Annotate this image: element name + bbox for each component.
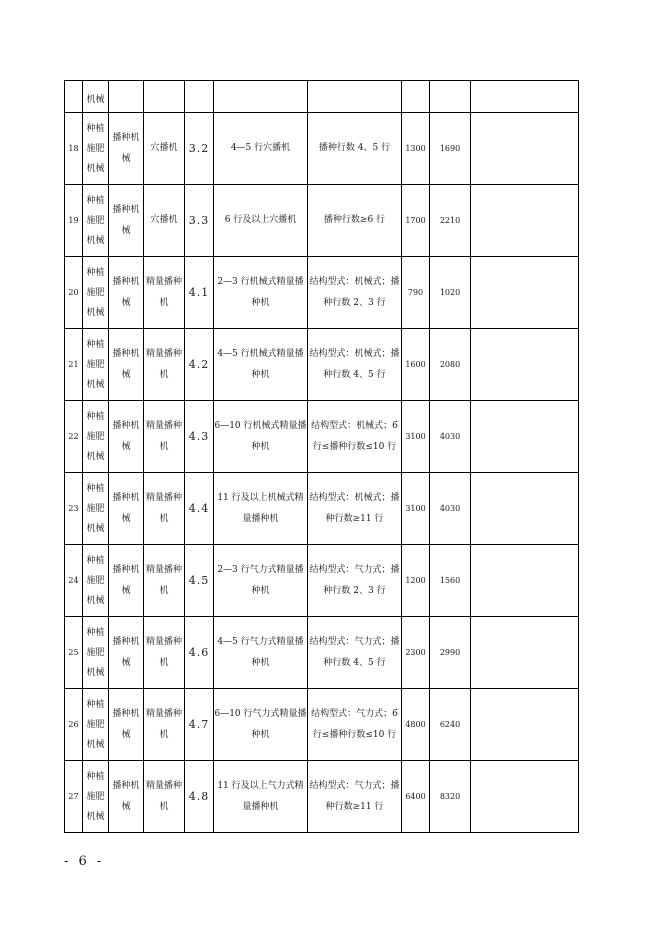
cell-price2: 2210 [430, 185, 471, 257]
cell-code: 4.3 [185, 401, 214, 473]
cell-note [471, 761, 579, 833]
cell-note [471, 689, 579, 761]
cell-subcategory: 播种机械 [109, 617, 144, 689]
cell-price1: 790 [402, 257, 430, 329]
cell-no [65, 81, 83, 113]
cell-price1: 1300 [402, 113, 430, 185]
cell-code: 4.6 [185, 617, 214, 689]
cell-category: 种植施肥机械 [83, 545, 109, 617]
cell-spec: 结构型式：气力式；播种行数≥11 行 [308, 761, 402, 833]
cell-item: 精量播种机 [144, 545, 185, 617]
cell-name: 6—10 行气力式精量播种机 [214, 689, 308, 761]
cell-spec: 结构型式：机械式；播种行数≥11 行 [308, 473, 402, 545]
cell-name: 2—3 行气力式精量播种机 [214, 545, 308, 617]
cell-price2: 1690 [430, 113, 471, 185]
cell-no: 19 [65, 185, 83, 257]
table-row [65, 473, 579, 545]
cell-item: 穴播机 [144, 185, 185, 257]
cell-price2: 4030 [430, 401, 471, 473]
cell-item [144, 81, 185, 113]
cell-price2: 4030 [430, 473, 471, 545]
cell-note [471, 473, 579, 545]
cell-price1: 1200 [402, 545, 430, 617]
cell-no: 26 [65, 689, 83, 761]
cell-category: 种植施肥机械 [83, 761, 109, 833]
cell-subcategory: 播种机械 [109, 473, 144, 545]
cell-item: 精量播种机 [144, 257, 185, 329]
cell-price1 [402, 81, 430, 113]
cell-no: 27 [65, 761, 83, 833]
table-body [65, 81, 579, 833]
cell-code: 3.3 [185, 185, 214, 257]
cell-note [471, 329, 579, 401]
cell-spec: 结构型式：机械式；播种行数 4、5 行 [308, 329, 402, 401]
cell-price1: 3100 [402, 473, 430, 545]
cell-subcategory: 播种机械 [109, 689, 144, 761]
cell-name: 11 行及以上气力式精量播种机 [214, 761, 308, 833]
cell-subcategory: 播种机械 [109, 329, 144, 401]
cell-category: 种植施肥机械 [83, 689, 109, 761]
cell-subcategory: 播种机械 [109, 545, 144, 617]
cell-no: 22 [65, 401, 83, 473]
cell-spec: 结构型式：气力式；播种行数 4、5 行 [308, 617, 402, 689]
cell-name: 6—10 行机械式精量播种机 [214, 401, 308, 473]
cell-note [471, 81, 579, 113]
cell-price2: 1560 [430, 545, 471, 617]
cell-code [185, 81, 214, 113]
cell-category: 种植施肥机械 [83, 329, 109, 401]
cell-price1: 1700 [402, 185, 430, 257]
cell-spec: 结构型式：气力式；播种行数 2、3 行 [308, 545, 402, 617]
table-row [65, 617, 579, 689]
cell-name: 4—5 行气力式精量播种机 [214, 617, 308, 689]
cell-price2: 2990 [430, 617, 471, 689]
cell-note [471, 545, 579, 617]
cell-subcategory [109, 81, 144, 113]
cell-name: 2—3 行机械式精量播种机 [214, 257, 308, 329]
cell-note [471, 185, 579, 257]
table-row [65, 545, 579, 617]
cell-note [471, 401, 579, 473]
cell-note [471, 617, 579, 689]
cell-subcategory: 播种机械 [109, 761, 144, 833]
cell-price1: 6400 [402, 761, 430, 833]
cell-subcategory: 播种机械 [109, 257, 144, 329]
cell-price2: 2080 [430, 329, 471, 401]
cell-no: 23 [65, 473, 83, 545]
cell-spec: 结构型式：机械式；6 行≤播种行数≤10 行 [308, 401, 402, 473]
cell-price1: 2300 [402, 617, 430, 689]
page-number: - 6 - [64, 854, 105, 869]
cell-item: 精量播种机 [144, 329, 185, 401]
cell-spec: 播种行数 4、5 行 [308, 113, 402, 185]
cell-item: 精量播种机 [144, 617, 185, 689]
cell-price1: 4800 [402, 689, 430, 761]
cell-no: 21 [65, 329, 83, 401]
cell-note [471, 257, 579, 329]
cell-category: 机械 [83, 81, 109, 113]
subsidy-table [64, 80, 579, 833]
cell-name: 4—5 行穴播机 [214, 113, 308, 185]
table-row [65, 401, 579, 473]
cell-code: 4.4 [185, 473, 214, 545]
cell-no: 24 [65, 545, 83, 617]
table-row [65, 761, 579, 833]
cell-code: 4.1 [185, 257, 214, 329]
cell-price2: 6240 [430, 689, 471, 761]
cell-category: 种植施肥机械 [83, 185, 109, 257]
cell-category: 种植施肥机械 [83, 401, 109, 473]
cell-code: 4.2 [185, 329, 214, 401]
cell-price2: 8320 [430, 761, 471, 833]
table-row [65, 689, 579, 761]
cell-code: 4.5 [185, 545, 214, 617]
cell-subcategory: 播种机械 [109, 113, 144, 185]
cell-item: 精量播种机 [144, 401, 185, 473]
cell-no: 20 [65, 257, 83, 329]
cell-price2 [430, 81, 471, 113]
cell-category: 种植施肥机械 [83, 113, 109, 185]
cell-name: 4—5 行机械式精量播种机 [214, 329, 308, 401]
cell-spec [308, 81, 402, 113]
cell-item: 精量播种机 [144, 761, 185, 833]
cell-no: 25 [65, 617, 83, 689]
cell-item: 精量播种机 [144, 473, 185, 545]
table-row-continued [65, 81, 579, 113]
cell-price1: 1600 [402, 329, 430, 401]
cell-price1: 3100 [402, 401, 430, 473]
cell-category: 种植施肥机械 [83, 257, 109, 329]
cell-spec: 结构型式：机械式；播种行数 2、3 行 [308, 257, 402, 329]
cell-code: 3.2 [185, 113, 214, 185]
cell-spec: 结构型式：气力式；6 行≤播种行数≤10 行 [308, 689, 402, 761]
cell-code: 4.8 [185, 761, 214, 833]
cell-subcategory: 播种机械 [109, 401, 144, 473]
cell-item: 穴播机 [144, 113, 185, 185]
cell-item: 精量播种机 [144, 689, 185, 761]
cell-spec: 播种行数≥6 行 [308, 185, 402, 257]
table-row [65, 113, 579, 185]
table-row [65, 257, 579, 329]
cell-name: 6 行及以上穴播机 [214, 185, 308, 257]
cell-category: 种植施肥机械 [83, 473, 109, 545]
cell-subcategory: 播种机械 [109, 185, 144, 257]
cell-name [214, 81, 308, 113]
cell-code: 4.7 [185, 689, 214, 761]
cell-category: 种植施肥机械 [83, 617, 109, 689]
table-row [65, 329, 579, 401]
cell-no: 18 [65, 113, 83, 185]
cell-price2: 1020 [430, 257, 471, 329]
cell-note [471, 113, 579, 185]
cell-name: 11 行及以上机械式精量播种机 [214, 473, 308, 545]
table-row [65, 185, 579, 257]
